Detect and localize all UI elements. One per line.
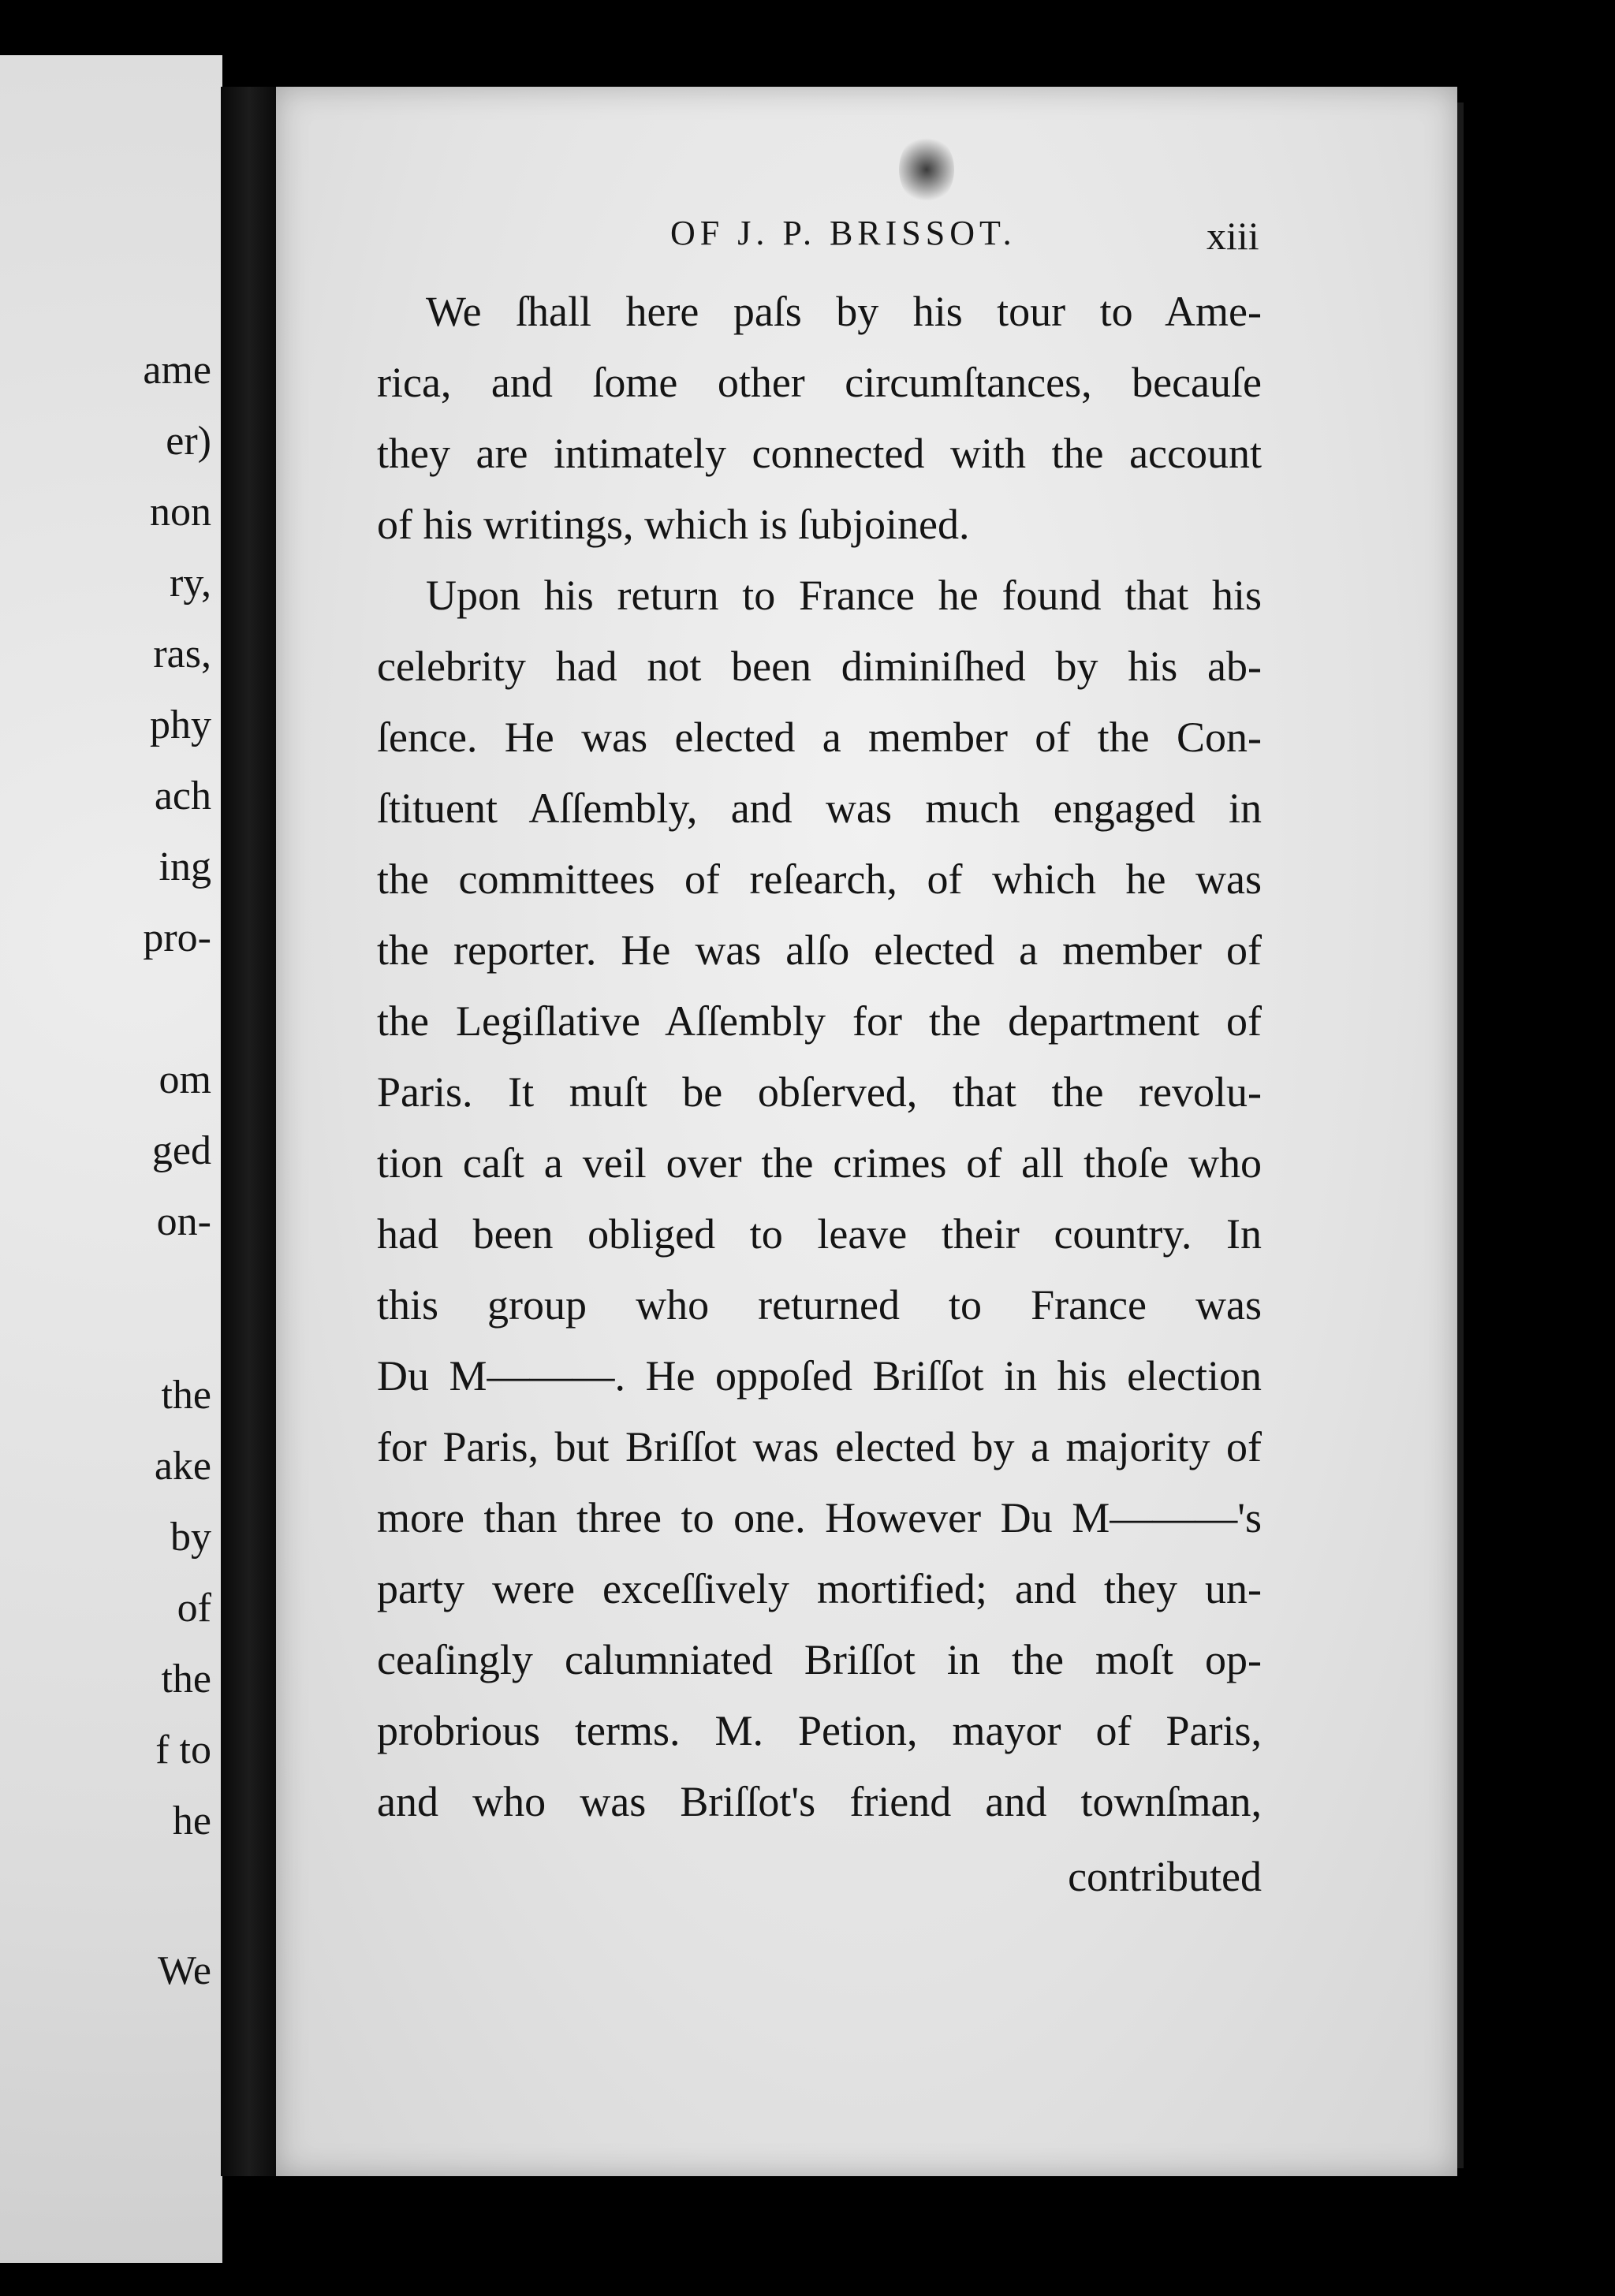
left-fragment-line: pro- xyxy=(143,915,211,960)
left-fragment-line: er) xyxy=(166,419,211,464)
left-fragment-line: ach xyxy=(154,773,211,818)
text-line: the Legiſlative Aſſembly for the department of xyxy=(377,997,1262,1045)
left-fragment-line: non xyxy=(150,490,211,535)
text-line: probrious terms. M. Petion, mayor of Paris, xyxy=(377,1707,1262,1754)
text-line: for Paris, but Briſſot was elected by a majority of xyxy=(377,1423,1262,1470)
text-line: celebrity had not been diminiſhed by his ab- xyxy=(377,643,1262,690)
book-page xyxy=(276,87,1457,2176)
text-line: had been obliged to leave their country. In xyxy=(377,1210,1262,1258)
left-fragment-line: of xyxy=(177,1586,211,1631)
left-fragment-line: by xyxy=(170,1515,211,1560)
text-line: and who was Briſſot's friend and townſman, xyxy=(377,1778,1262,1825)
left-fragment-line: ras, xyxy=(153,632,211,676)
left-fragment-line: f to xyxy=(155,1728,211,1772)
catchword: contributed xyxy=(1068,1853,1262,1900)
text-line: ſence. He was elected a member of the Con- xyxy=(377,714,1262,761)
left-fragment-line: ged xyxy=(151,1128,211,1173)
left-fragment-line: the xyxy=(161,1657,211,1702)
body-text xyxy=(276,87,1457,2176)
text-line: ſtituent Aſſembly, and was much engaged in xyxy=(377,785,1262,832)
text-line: the committees of reſearch, of which he was xyxy=(377,855,1262,903)
text-line: Du M———. He oppoſed Briſſot in his election xyxy=(377,1352,1262,1400)
text-line: party were exceſſively mortified; and they un- xyxy=(377,1565,1262,1612)
text-line: We ſhall here paſs by his tour to Ame- xyxy=(426,288,1262,335)
text-line: more than three to one. However Du M———'s xyxy=(377,1494,1262,1541)
page-edge xyxy=(1457,102,1464,2168)
text-line: tion caſt a veil over the crimes of all thoſe who xyxy=(377,1139,1262,1187)
text-line: the reporter. He was alſo elected a member of xyxy=(377,926,1262,974)
text-line: Upon his return to France he found that his xyxy=(426,572,1262,619)
left-fragment-line: ry, xyxy=(170,561,211,606)
text-line: Paris. It muſt be obſerved, that the revolu- xyxy=(377,1068,1262,1116)
left-fragment-line: ing xyxy=(159,844,211,889)
text-line: they are intimately connected with the account xyxy=(377,430,1262,477)
left-fragment-line: om xyxy=(159,1057,211,1102)
left-fragment-line: ame xyxy=(143,348,211,393)
left-fragment-line: on- xyxy=(156,1199,211,1244)
text-line: this group who returned to France was xyxy=(377,1281,1262,1329)
running-head-title: OF J. P. BRISSOT. xyxy=(670,214,1016,252)
book-gutter xyxy=(221,87,278,2176)
left-fragment-line: the xyxy=(161,1373,211,1418)
text-line: ceaſingly calumniated Briſſot in the moſt op- xyxy=(377,1636,1262,1683)
previous-page-fragment xyxy=(0,55,222,2263)
left-fragment-line: he xyxy=(172,1798,211,1843)
text-line: rica, and ſome other circumſtances, becauſe xyxy=(377,359,1262,406)
page-number: xiii xyxy=(1207,214,1259,258)
text-line: of his writings, which is ſubjoined. xyxy=(377,501,970,548)
left-fragment-line: We xyxy=(158,1948,211,1993)
left-fragment-line: phy xyxy=(150,703,211,747)
left-fragment-line: ake xyxy=(154,1444,211,1489)
